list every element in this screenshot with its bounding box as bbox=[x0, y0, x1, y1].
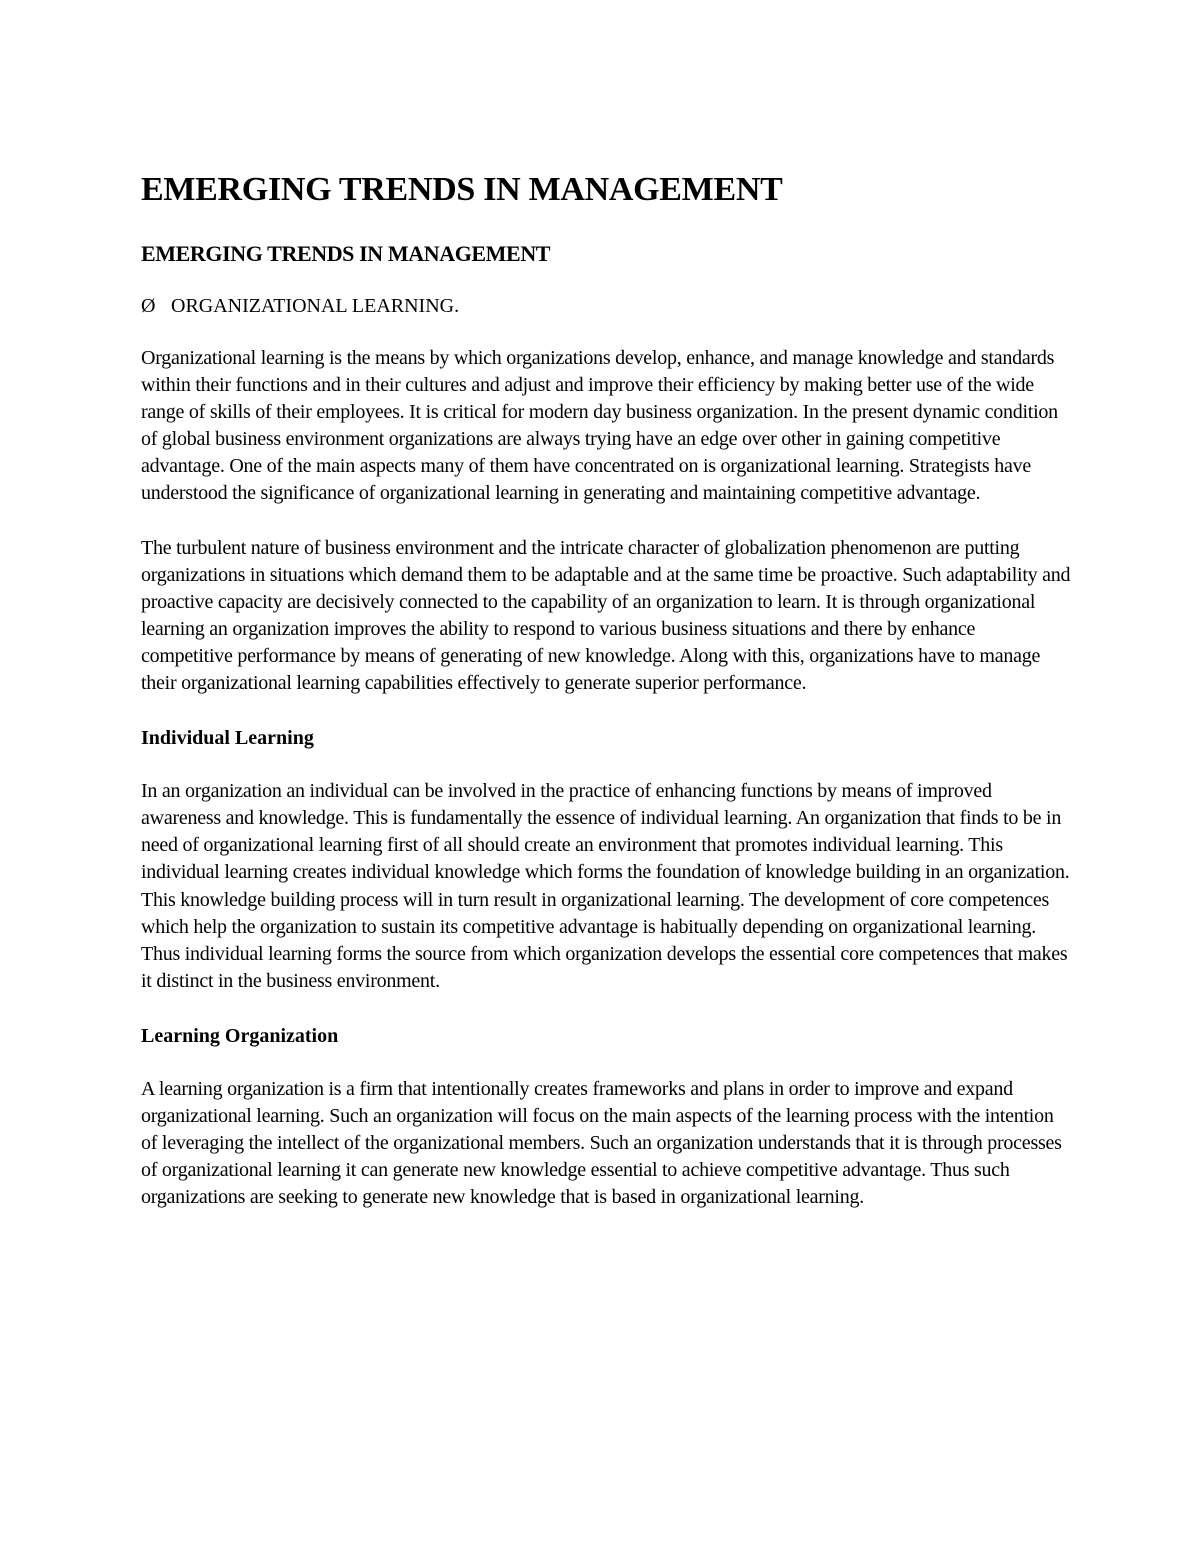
paragraph-individual-learning: In an organization an individual can be involved in the practice of enhancing functions by means of improved awareness and knowledge. This is fundamentally the essence of individual learning. An organization that finds to be in need of organizational learning first of all should create an environment that promotes individual learning. This individual learning creates individual knowledge which forms the foundation of knowledge building in an organization. This knowledge building process will in turn result in organizational learning. The development of core competences which help the organization to sustain its competitive advantage is habitually depending on organizational learning. Thus individual learning forms the source from which organization develops the essential core competences that makes it distinct in the business environment. bbox=[141, 780, 1070, 992]
bullet-symbol: Ø bbox=[141, 295, 156, 317]
document-title: EMERGING TRENDS IN MANAGEMENT bbox=[141, 171, 783, 208]
document-subtitle: EMERGING TRENDS IN MANAGEMENT bbox=[141, 241, 551, 266]
paragraph-learning-organization: A learning organization is a firm that intentionally creates frameworks and plans in order to improve and expand organizational learning. Such an organization will focus on the main aspects of the learning process with the intention of leveraging the intellect of the organizational members. Such an organization understands that it is through processes of organizational learning it can generate new knowledge essential to achieve competitive advantage. Thus such organizations are seeking to generate new knowledge that is based in organizational learning. bbox=[141, 1077, 1062, 1209]
bullet-heading bbox=[141, 293, 1071, 319]
document-content bbox=[141, 170, 1071, 1211]
paragraph-turbulent-nature: The turbulent nature of business environment and the intricate character of globalization phenomenon are putting organizations in situations which demand them to be adaptable and at the same time be proactive. Such adaptability and proactive capacity are decisively connected to the capability of an organization to learn. It is through organizational learning an organization improves the ability to respond to various business situations and there by enhance competitive performance by means of generating of new knowledge. Along with this, organizations have to manage their organizational learning capabilities effectively to generate superior performance. bbox=[141, 536, 1071, 695]
paragraph-organizational-learning: Organizational learning is the means by which organizations develop, enhance, and manage knowledge and standards within their functions and in their cultures and adjust and improve their efficiency by making better use of the wide range of skills of their employees. It is critical for modern day business organization. In the present dynamic condition of global business environment organizations are always trying have an edge over other in gaining competitive advantage. One of the main aspects many of them have concentrated on is organizational learning. Strategists have understood the significance of organizational learning in generating and maintaining competitive advantage. bbox=[141, 347, 1058, 505]
heading-learning-organization: Learning Organization bbox=[141, 1024, 339, 1047]
bullet-heading-label: ORGANIZATIONAL LEARNING. bbox=[171, 295, 460, 317]
heading-individual-learning: Individual Learning bbox=[141, 727, 314, 750]
